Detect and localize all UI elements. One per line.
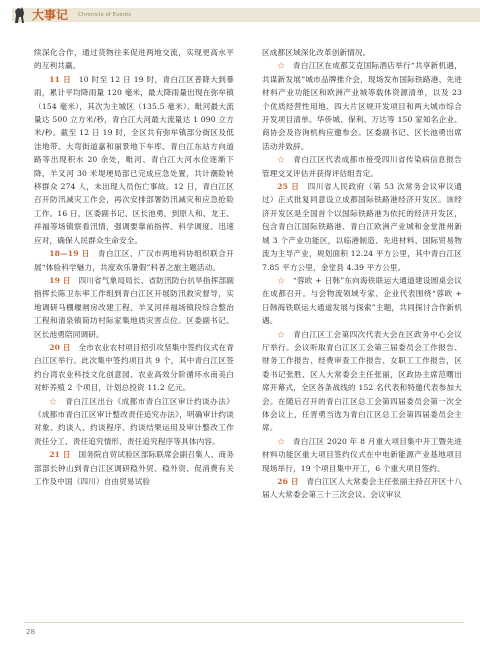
entry-text: 区成都区域深化改革创新情况。 [262, 48, 371, 57]
entry-paragraph [262, 46, 462, 59]
left-column [34, 46, 234, 488]
footer-divider [24, 622, 464, 623]
star-bullet-icon: ☆ [277, 275, 286, 285]
star-bullet-icon: ☆ [277, 329, 286, 339]
entry-date: 11 日 [49, 74, 72, 84]
horse-logo-icon [12, 5, 28, 25]
page-number: 28 [26, 628, 35, 636]
entry-text: 全市农业农村项目招引攻坚集中签约仪式在青白江区举行。此次集中签约项目共 9 个，其中青白江区签约台湾农业科技文化创意园、农业高效分阶循环水南美白对虾养殖 2 个项目，计划总投资 11.2 亿元。 [34, 342, 235, 393]
entry-date: 18—19 日 [49, 249, 90, 259]
entry-text: 青白江区工会第四次代表大会在区政务中心会议厅举行。会议听取青白江区工会第三届委员会工作报告、财务工作报告、经费审查工作报告、女职工工作报告，区委书记张胜、区人大常委会主任张丽，区政协主席范曙出席开幕式，全区各条战线的 152 名代表和特邀代表参加大会。在随后召开的青白江区总工会第四届委员会第一次全体会议上，任晋勇当选为青白江区总工会第四届委员会主席。 [262, 329, 462, 433]
entry-text: 四川省人民政府（第 53 次常务会议审议通过）正式批复同意设立成都国际铁路港经济开发区。该经济开发区是全国首个以国际铁路港为依托的经济开发区，包含青白江国际铁路港、青白江欧洲产业城和金堂淮州新城 3 个产业功能区，以临港制造、先进材料、国际贸易物流为主导产业，规划面积 12.24 平方公里，其中青白江区 7.85 平方公里，金堂县 4.39 平方公里。 [262, 182, 463, 272]
right-column [262, 46, 462, 502]
entry-paragraph [262, 180, 462, 274]
entry-text: “蓉欧 + 日韩”东向海铁联运大通道建设圆桌会议在成都召开。与会物流领域专家、企业代表围绕“蓉欧 + 日韩海铁联运大通道发展与探索”主题，共同探讨合作新机遇。 [262, 275, 462, 326]
entry-paragraph [34, 448, 234, 488]
section-subtitle: Chronicle of Events [78, 12, 132, 18]
star-bullet-icon: ☆ [49, 396, 58, 406]
entry-paragraph [262, 475, 462, 502]
entry-text: 青白江区人大常委会主任张丽主持召开区十八届人大常委会第三十三次会议。会议审议 [262, 477, 463, 500]
entry-paragraph [34, 73, 234, 247]
entry-text: 青白江区代表成都市接受四川省传染病信息报告管理交叉评估并获得评估组肯定。 [262, 155, 462, 178]
entry-paragraph [262, 274, 462, 328]
entry-date: 19 日 [49, 275, 71, 285]
entry-date: 20 日 [49, 342, 71, 352]
entry-paragraph [262, 435, 462, 475]
entry-paragraph [262, 59, 462, 153]
entry-paragraph [34, 395, 234, 449]
entry-text: 10 时至 12 日 19 时，青白江区普降大到暴雨，累计平均降雨量 120 毫米，最大降雨量出现在弥牟镇（154 毫米），其次为主城区（135.5 毫米）。毗河最大流量达 500 立方米/秒，青白江大河最大流量达 1 090 立方米/秒。截至 12 日 19 时，全区共有弥牟镇部分街区及低洼地带、大弯街道嘉和丽景地下车库、青白江东站方向道路等出现积水 20 余处，毗河、青白江大河水位逐渐下降，羊叉河 30 米堤埂局部已完成应急处置，共计潮险转移群众 274 人，未出现人员伤亡事故。12 日，青白江区召开防汛减灾工作会，再次安排部署防汛减灾和应急抢险工作。16 日，区委副书记、区长池勇，到原人和、龙王、祥福等场镇察看汛情，强调要靠前指挥、科学调度、迅速应对，确保人民群众生命安全。 [34, 74, 234, 245]
entry-text: 四川省气象局局长、省防汛防台抗旱指挥部副指挥长陈卫东率工作组到青白江区开展防汛救灾督导，实地调研马棚堰闸房改建工程、羊叉河祥福场镇段综合整治工程和清泉镇简坊村际家集地质灾害点位。区委副书记、区长池勇陪同调研。 [34, 275, 235, 339]
section-title: 大事记 [32, 8, 69, 22]
page-header [0, 0, 480, 30]
entry-date: 21 日 [49, 450, 71, 460]
entry-paragraph [262, 328, 462, 435]
entry-paragraph [34, 341, 234, 395]
entry-text: 国务院自贸试验区部际联席会副召集人、商务部部长钟山到青白江区调研稳外贸、稳外资、促消费有关工作及中国（四川）自由贸易试验 [34, 450, 235, 486]
entry-text: 青白江区、广汉市两地科协组织联合开展“体验科学魅力，共度欢乐暑假”科普之旅主题活动。 [34, 249, 234, 272]
entry-date: 25 日 [277, 182, 300, 192]
entry-text: 青白江区 2020 年 8 月重大项目集中开工暨先进材料功能区重大项目签约仪式在中电新能源产业基地项目现场举行，19 个项目集中开工，6 个重大项目签约。 [262, 436, 462, 473]
entry-text: 青白江区在成都艾克国际酒店举行“共享新机遇，共谋新发展”城市品牌推介会，现场发布国际铁路港、先进材料产业功能区和欧洲产业城等载体资源清单，以及 23 个优质经营性用地、四大片区规开发项目和两大城市综合开发项目清单。华侨城、保利、万达等 150 家知名企业、商协会及咨询机构应邀参会。区委副书记、区长池勇出席活动并致辞。 [262, 61, 462, 151]
entry-paragraph [34, 247, 234, 274]
star-bullet-icon: ☆ [277, 436, 286, 446]
entry-date: 26 日 [277, 477, 299, 486]
star-bullet-icon: ☆ [277, 155, 286, 165]
entry-text: 续深化合作，通过货物往来促进两地交流，实现更高水平的互利共赢。 [34, 48, 234, 71]
entry-text: 青白江区出台《成都市青白江区审计约谈办法》《成都市青白江区审计整改责任追究办法》，明确审计约谈对象、约谈人、约谈程序、约谈结果运用及审计整改工作责任分工、责任追究情形、责任追究程序等具体内容。 [34, 396, 234, 446]
entry-paragraph [34, 274, 234, 341]
entry-paragraph [262, 153, 462, 180]
entry-paragraph [34, 46, 234, 73]
star-bullet-icon: ☆ [277, 61, 286, 71]
